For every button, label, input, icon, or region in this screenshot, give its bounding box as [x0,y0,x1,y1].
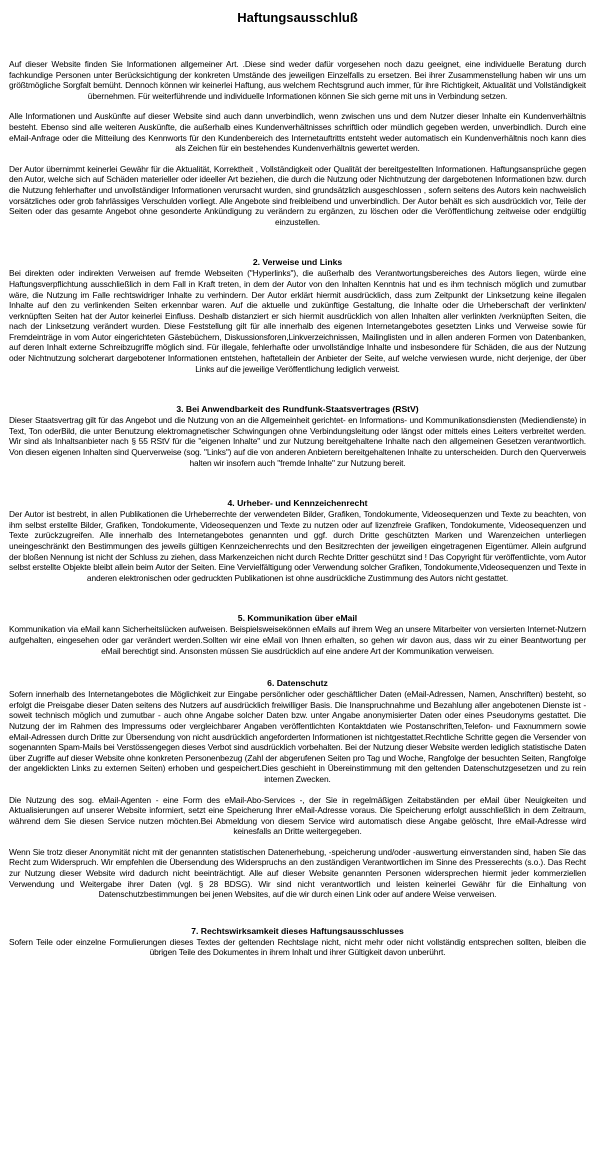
paragraph: Sofern Teile oder einzelne Formulierungen dieses Textes der geltenden Rechtslage nicht, nicht mehr oder nicht vollständig entsprechen sollten, bleiben die übrigen Teile des Dokumentes in ihrem Inhalt und ihrer Gültigkeit davon unberührt. [9,936,586,958]
page-title: Haftungsausschluß [237,10,358,25]
paragraph: Wenn Sie trotz dieser Anonymität nicht mit der genannten statistischen Datenerhebung, -speicherung und/oder -auswertung einverstanden sind, haben Sie das Recht zum Widerspruch. Wir empfehlen die Übersendung des Widerspruchs an den zuständigen Verantwortlichen im Sinne des Presserechts (s.o.). Das Recht zur Nutzung dieser Website wird dadurch nicht beeinträchtigt. Alle auf dieser Website genannten Personen widersprechen hiermit jeder kommerziellen Verwendung und Weitergabe ihrer Daten (vgl. § 28 BDSG). Wir sind nicht verantwortlich und leisten keinerlei Gewähr für die Einhaltung von Datenschutzbestimmungen bei jenen Websites, auf die wir durch einen Link oder auf andere Weise verweisen. [9,846,586,900]
paragraph: Kommunikation via eMail kann Sicherheitslücken aufweisen. Beispielsweisekönnen eMails auf ihrem Weg an unsere Mitarbeiter von versierten Internet-Nutzern aufgehalten, eingesehen oder gar verändert werden.Sollten wir eine eMail von Ihnen erhalten, so gehen wir davon aus, dass wir zu einer Beantwortung per eMail berechtigt sind. Ansonsten müssen Sie ausdrücklich auf eine andere Art der Kommunikation verweisen. [9,624,586,656]
section-heading: 4. Urheber- und Kennzeichenrecht [227,498,368,509]
section-rstv [0,404,595,468]
paragraph: Auf dieser Website finden Sie Informationen allgemeiner Art. .Diese sind weder dafür vorgesehen noch dazu geeignet, eine individuelle Beratung durch fachkundige Personen unter Berücksichtigung der konkreten Umstände des jeweiligen Einzelfalls zu ersetzen. Bei ihrer Zusammenstellung haben wir uns um größtmögliche Sorgfalt bemüht. Dennoch können wir keinerlei Haftung, aus welchem Rechtsgrund auch immer, für ihre Richtigkeit, Aktualität und Vollständigkeit übernehmen. Für weiterführende und individuelle Informationen können Sie sich gerne mit uns in Verbindung setzen. [9,59,586,101]
section-heading: 2. Verweise und Links [252,257,343,268]
section-heading: 3. Bei Anwendbarkeit des Rundfunk-Staatsvertrages (RStV) [176,404,419,415]
section-copyright [0,498,595,583]
paragraph: Dieser Staatsvertrag gilt für das Angebot und die Nutzung von an die Allgemeinheit gerichtet- en Informations- und Kommunikationsdiensten (Mediendienste) in Text, Ton oderBild, die unter Benutzung elektromagnetischer Schwingungen ohne Verbindungsleitung oder längst oder mittels eines Leiters verbreitet werden. Wir sind als Inhaltsanbieter nach § 55 RStV für die "eigenen Inhalte" und zur Nutzung bereitgehaltene Inhalte nach den allgemeinen Gesetzen verantwortlich. Von diesen eigenen Inhalten sind Querverweise (sog. "Links") auf die von anderen Anbietern bereitgehaltenen Inhalte zu unterscheiden. Durch den Querverweis halten wir insofern auch "fremde Inhalte" zur Nutzung bereit. [9,415,586,468]
paragraph: Der Autor übernimmt keinerlei Gewähr für die Aktualität, Korrektheit , Vollständigkeit oder Qualität der bereitgestellten Informationen. Haftungsansprüche gegen den Autor, welche sich auf Schäden materieller oder ideeller Art beziehen, die durch die Nutzung oder Nichtnutzung der dargebotenen Informationen bzw. durch die Nutzung fehlerhafter und unvollständiger Informationen verursacht wurden, sind grundsätzlich ausgeschlossen , sofern seitens des Autors kein nachweislich vorsätzliches oder grob fahrlässiges Verschulden vorliegt. Alle Angebote sind freibleibend und unverbindlich. Der Autor behält es sich ausdrücklich vor, Teile der Seiten oder das gesamte Angebot ohne gesonderte Ankündigung zu verändern zu ergänzen, zu löschen oder die Veröffentlichung zeitweise oder endgültig einzustellen. [9,163,586,227]
paragraph: Sofern innerhalb des Internetangebotes die Möglichkeit zur Eingabe persönlicher oder geschäftlicher Daten (eMail-Adressen, Namen, Anschriften) besteht, so erfolgt die Preisgabe dieser Daten seitens des Nutzers auf ausdrücklich freiwilliger Basis. Die Inanspruchnahme und Bezahlung aller angebotenen Dienste ist - soweit technisch möglich und zumutbar - auch ohne Angabe solcher Daten bzw. unter Angabe anonymisierter Daten oder eines Pseudonyms gestattet. Die Nutzung der im Rahmen des Impressums oder vergleichbarer Angaben veröffentlichten Kontaktdaten wie Postanschriften,Telefon- und Faxnummern sowie eMail-Adressen durch Dritte zur Übersendung von nicht ausdrücklich angeforderten Informationen ist nichtgestattet.Rechtliche Schritte gegen die Versender von sogenannten Spam-Mails bei Verstössengegen dieses Verbot sind ausdrücklich vorbehalten. Bei der Nutzung dieser Website werden lediglich statistische Daten über Zugriffe auf dieser Website ohne konkreten Personenbezug (Zahl der abgerufenen Seiten pro Tag und Woche, Rangfolge der besuchten Seiten, Rangfolge der angeklickten Links zu externen Seiten) erhoben und gespeichert.Dies geschieht in Übereinstimmung mit den geltenden Datenschutzgesetzen und zu rein internen Zwecken. [9,689,586,784]
section-heading: 7. Rechtswirksamkeit dieses Haftungsausschlusses [191,925,404,936]
paragraph: Alle Informationen und Auskünfte auf dieser Website sind auch dann unverbindlich, wenn zwischen uns und dem Nutzer dieser Inhalte ein Kundenverhältnis besteht. Ebenso sind alle weiteren Auskünfte, die außerhalb eines Kundenverhältnisses schriftlich oder mündlich gegeben werden, unverbindlich. Durch eine eMail-Anfrage oder die Mitteilung des Kennworts für den Kundenbereich des Internetauftritts entsteht weder automatisch ein Kundenverhältnis noch kann dies als Zeichen für ein bestehendes Kundenverhältnis gewertet werden. [9,111,586,154]
section-heading: 5. Kommunikation über eMail [237,613,358,624]
paragraph: Bei direkten oder indirekten Verweisen auf fremde Webseiten ("Hyperlinks"), die außerhalb des Verantwortungsbereiches des Autors liegen, würde eine Haftungsverpflichtung ausschließlich in dem Fall in Kraft treten, in dem der Autor von den Inhalten Kenntnis hat und es ihm technisch möglich und zumutbar wäre, die Nutzung im Falle rechtswidriger Inhalte zu verhindern. Der Autor erklärt hiermit ausdrücklich, dass zum Zeitpunkt der Linksetzung keine illegalen Inhalte auf den zu verlinkenden Seiten erkennbar waren. Auf die aktuelle und zukünftige Gestaltung, die Inhalte oder die Urheberschaft der verlinkten/ verknüpften Seiten hat der Autor keinerlei Einfluss. Deshalb distanziert er sich hiermit ausdrücklich von allen Inhalten aller verlinkten /verknüpften Seiten, die nach der Linksetzung verändert wurden. Diese Feststellung gilt für alle innerhalb des eigenen Internetangebotes gesetzten Links und Verweise sowie für Fremdeinträge in vom Autor eingerichteten Gästebüchern, Diskussionsforen,Linkverzeichnissen, Mailinglisten und in allen anderen Formen von Datenbanken, auf deren Inhalt externe Schreibzugriffe möglich sind. Für illegale, fehlerhafte oder unvollständige Inhalte und insbesondere für Schäden, die aus der Nutzung oder Nichtnutzung solcherart dargebotener Informationen entstehen, haftetallein der Anbieter der Seite, auf welche verwiesen wurde, nicht derjenige, der über Links auf die jeweilige Veröffentlichung lediglich verweist. [9,268,586,374]
paragraph: Der Autor ist bestrebt, in allen Publikationen die Urheberrechte der verwendeten Bilder, Grafiken, Tondokumente, Videosequenzen und Texte zu beachten, von ihm selbst erstellte Bilder, Grafiken, Tondokumente, Videosequenzen und Texte zu nutzen oder auf lizenzfreie Grafiken, Tondokumente, Videosequenzen und Texte zurückzugreifen. Alle innerhalb des Internetangebotes genannten und ggf. durch Dritte geschützten Marken und Warenzeichen unterliegen uneingeschränkt den Bestimmungen des jeweils gültigen Kennzeichenrechts und den Besitzrechten der jeweiligen eingetragenen Eigentümer. Allein aufgrund der bloßen Nennung ist nicht der Schluss zu ziehen, dass Markenzeichen nicht durch Rechte Dritter geschützt sind ! Das Copyright für veröffentlichte, vom Autor selbst erstellte Objekte bleibt allein beim Autor der Seiten. Eine Vervielfältigung oder Verwendung solcher Grafiken, Tondokumente,Videosequenzen und Texte in anderen elektronischen oder gedruckten Publikationen ist ohne ausdrückliche Zustimmung des Autors nicht gestattet. [9,509,586,583]
section-links [0,257,595,374]
section-heading: 6. Datenschutz [267,678,328,689]
section-validity [0,926,595,958]
paragraph: Die Nutzung des sog. eMail-Agenten - eine Form des eMail-Abo-Services -, der Sie in regelmäßigen Zeitabständen per eMail über Neuigkeiten und Aktualisierungen auf unserer Website informiert, setzt eine Speicherung Ihrer eMail-Adresse voraus. Die Speicherung erfolgt ausschließlich in dem Zeitraum, während dem Sie diesen Service nutzen möchten.Bei Abmeldung von diesem Service wird automatisch diese Angabe gelöscht, Ihre eMail-Adresse wird keinesfalls an Dritte weitergegeben. [9,794,586,837]
section-general [0,59,595,227]
section-privacy [0,678,595,900]
section-email [0,613,595,656]
